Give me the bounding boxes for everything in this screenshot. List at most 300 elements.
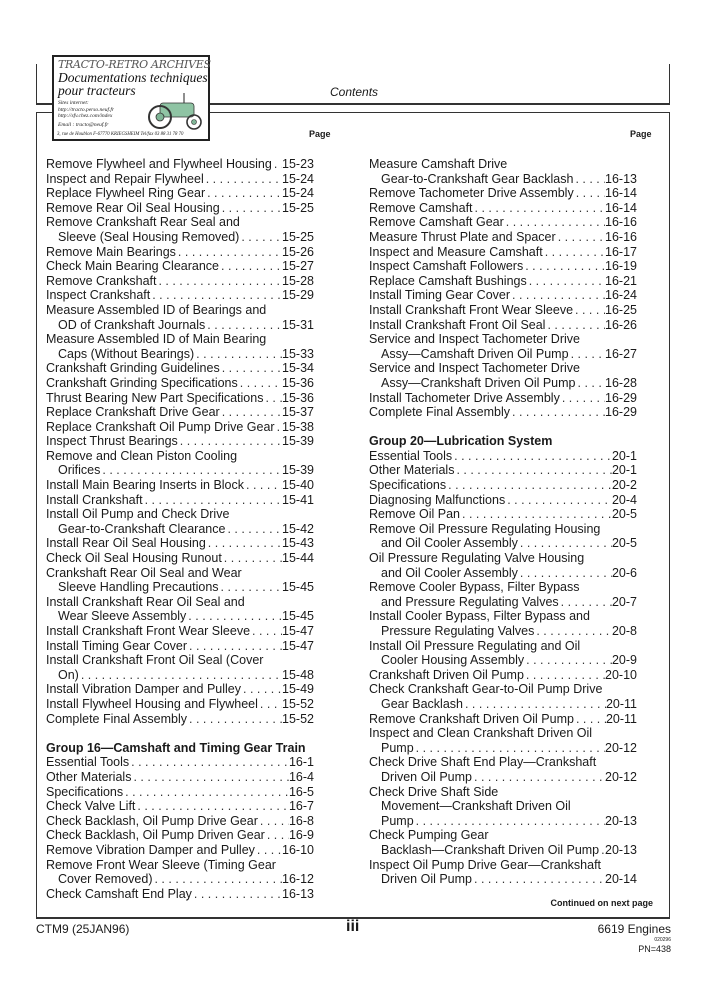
toc-entry-title: Install Crankshaft (46, 492, 143, 507)
toc-entry[interactable] (46, 172, 314, 187)
toc-entry[interactable] (369, 361, 637, 390)
dot-leader (505, 493, 612, 508)
toc-entry-title: and Oil Cooler Assembly (381, 536, 518, 551)
toc-entry[interactable] (369, 726, 637, 755)
toc-entry-title: Gear-to-Crankshaft Gear Backlash (381, 171, 574, 186)
toc-entry-title-line: Measure Assembled ID of Main Bearing (46, 332, 267, 347)
toc-entry[interactable] (46, 843, 314, 858)
dot-leader (446, 478, 612, 493)
dot-leader (556, 230, 605, 245)
toc-entry[interactable] (369, 288, 637, 303)
header-box-right-line (669, 64, 670, 104)
toc-entry[interactable] (46, 332, 314, 361)
toc-entry-title: Remove Crankshaft Driven Oil Pump (369, 711, 574, 726)
toc-entry-title: Install Tachometer Drive Assembly (369, 390, 560, 405)
toc-entry-page: 15-52 (282, 696, 314, 711)
toc-entry[interactable] (46, 653, 314, 682)
toc-entry[interactable] (369, 522, 637, 551)
toc-entry-title: Inspect and Measure Camshaft (369, 244, 543, 259)
dot-leader (574, 186, 605, 201)
toc-entry-page: 20-11 (605, 711, 637, 726)
toc-entry-title: Complete Final Assembly (369, 405, 511, 420)
dot-leader (258, 814, 289, 829)
toc-entry[interactable] (46, 799, 314, 814)
toc-entry[interactable] (46, 697, 314, 712)
toc-entry-title: Inspect Thrust Bearings (46, 434, 178, 449)
toc-entry[interactable] (369, 755, 637, 784)
toc-entry[interactable] (46, 755, 314, 770)
toc-entry-page: 20-1 (611, 448, 637, 463)
dot-leader (452, 449, 612, 464)
toc-entry[interactable] (369, 259, 637, 274)
toc-entry[interactable] (369, 580, 637, 609)
toc-entry-title: Pressure Regulating Valves (381, 624, 535, 638)
toc-entry-title: Install Main Bearing Inserts in Block (46, 478, 245, 493)
dot-leader (186, 609, 282, 624)
toc-entry[interactable] (369, 245, 637, 260)
toc-entry-title-line: Measure Assembled ID of Bearings and (46, 302, 267, 317)
toc-entry-title-line: Measure Camshaft Drive (369, 157, 508, 171)
toc-entry-title: Other Materials (46, 769, 132, 784)
dot-leader (504, 215, 605, 230)
dot-leader (204, 172, 282, 187)
toc-entry-title: Sleeve (Seal Housing Removed) (58, 229, 240, 244)
toc-entry-page: 16-29 (605, 405, 637, 420)
toc-entry-page: 15-52 (282, 711, 314, 726)
dot-leader (510, 288, 605, 303)
toc-entry-title: Essential Tools (369, 448, 453, 463)
toc-entry-title-line: Remove Cooler Bypass, Filter Bypass (369, 580, 580, 595)
toc-entry-page: 16-29 (605, 390, 637, 405)
toc-entry[interactable] (46, 259, 314, 274)
footer-doc-id: CTM9 (25JAN96) (36, 922, 130, 936)
toc-entry[interactable] (369, 332, 637, 361)
toc-entry-title: Caps (Without Bearings) (58, 346, 195, 361)
toc-entry-page: 20-12 (605, 769, 637, 784)
toc-entry-title: Remove Rear Oil Seal Housing (46, 200, 220, 215)
dot-leader (135, 799, 289, 814)
page-column-label-left: Page (309, 129, 331, 139)
toc-entry[interactable] (46, 376, 314, 391)
toc-entry-title-line: Remove Crankshaft Rear Seal and (46, 215, 240, 230)
toc-entry-title: Remove Main Bearings (46, 244, 176, 259)
toc-entry-page: 20-10 (605, 667, 637, 682)
toc-entry[interactable] (46, 186, 314, 201)
toc-entry-title: Cover Removed) (58, 872, 153, 887)
toc-entry[interactable] (46, 493, 314, 508)
toc-entry[interactable] (46, 420, 314, 435)
dot-leader (129, 755, 289, 770)
toc-entry[interactable] (369, 858, 637, 887)
dot-leader (220, 361, 282, 376)
tractor-icon (144, 91, 204, 131)
toc-entry[interactable] (369, 712, 637, 727)
footer-pn: PN=438 (638, 944, 671, 954)
toc-entry-title: Install Crankshaft Front Wear Sleeve (46, 624, 251, 638)
toc-entry-page: 15-36 (282, 375, 314, 390)
dot-leader (250, 624, 282, 639)
toc-entry-page: 16-28 (605, 375, 637, 390)
dot-leader (527, 274, 605, 289)
toc-entry-title: Wear Sleeve Assembly (58, 609, 187, 624)
dot-leader (574, 712, 606, 727)
toc-entry-page: 16-8 (288, 813, 314, 828)
dot-leader (241, 682, 282, 697)
toc-entry[interactable] (46, 157, 314, 172)
toc-entry[interactable] (369, 449, 637, 464)
toc-entry-page: 16-13 (605, 171, 637, 186)
toc-entry-title: Inspect Crankshaft (46, 288, 151, 303)
toc-entry[interactable] (369, 215, 637, 230)
toc-entry-page: 20-6 (611, 565, 637, 580)
toc-entry-page: 20-7 (611, 594, 637, 609)
toc-entry-title-line: Install Cooler Bypass, Filter Bypass and (369, 609, 590, 624)
toc-entry-page: 16-1 (288, 755, 314, 770)
toc-entry-title: Specifications (369, 478, 447, 493)
toc-entry[interactable] (46, 507, 314, 536)
toc-entry[interactable] (369, 507, 637, 522)
toc-entry[interactable] (46, 215, 314, 244)
toc-entry-page: 20-5 (611, 536, 637, 551)
toc-entry-page: 16-4 (288, 769, 314, 784)
toc-entry[interactable] (46, 828, 314, 843)
dot-leader (79, 668, 282, 683)
toc-entry[interactable] (369, 639, 637, 668)
toc-entry-title-line: Oil Pressure Regulating Valve Housing (369, 551, 585, 566)
dot-leader (131, 770, 289, 785)
toc-entry[interactable] (369, 186, 637, 201)
toc-entry[interactable] (369, 785, 637, 829)
toc-entry-title-line: Service and Inspect Tachometer Drive (369, 332, 580, 347)
toc-entry-title: Specifications (46, 784, 124, 799)
dot-leader (220, 405, 282, 420)
toc-entry-title: Remove Flywheel and Flywheel Housing (46, 157, 272, 171)
toc-entry-title: Assy—Crankshaft Driven Oil Pump (381, 375, 576, 390)
dot-leader (545, 318, 605, 333)
toc-entry[interactable] (369, 478, 637, 493)
logo-subtitle-2: pour tracteurs (58, 83, 136, 98)
toc-entry-page: 15-23 (282, 157, 314, 171)
toc-entry-page: 16-16 (605, 215, 637, 230)
dot-leader (454, 463, 612, 478)
content-box-right-line (669, 112, 670, 918)
dot-leader (205, 318, 282, 333)
logo-sites-label: Sites internet: (58, 100, 89, 106)
toc-entry-page: 16-19 (605, 259, 637, 274)
toc-entry[interactable] (369, 609, 637, 638)
toc-entry-title: Replace Camshaft Bushings (369, 273, 527, 288)
dot-leader (176, 245, 282, 260)
toc-entry-title-line: Install Oil Pressure Regulating and Oil (369, 638, 581, 653)
logo-site-2: http://sfv.chez.com/index (58, 113, 113, 119)
dot-leader (559, 595, 612, 610)
toc-entry-title: Gear-to-Crankshaft Clearance (58, 521, 226, 536)
logo-subtitle: Documentations techniques (58, 70, 208, 85)
toc-entry-page: 15-33 (282, 346, 314, 361)
toc-entry-page: 16-16 (605, 229, 637, 244)
toc-entry-title: Pump (381, 740, 414, 755)
toc-entry[interactable] (46, 639, 314, 654)
toc-entry[interactable] (46, 361, 314, 376)
toc-entry-page: 15-27 (282, 259, 314, 274)
toc-entry[interactable] (369, 318, 637, 333)
toc-entry-page: 15-24 (282, 171, 314, 186)
dot-leader (543, 245, 605, 260)
toc-entry-page: 20-4 (611, 492, 637, 507)
dot-leader (573, 303, 605, 318)
toc-entry-page: 16-10 (282, 842, 314, 857)
dot-leader (573, 172, 605, 187)
toc-entry-page: 15-45 (282, 609, 314, 624)
toc-entry-title: Backlash—Crankshaft Driven Oil Pump (381, 842, 600, 857)
logo-title: TRACTO-RETRO ARCHIVES (58, 58, 211, 71)
toc-entry-page: 15-38 (282, 419, 314, 434)
dot-leader (123, 785, 289, 800)
toc-entry-page: 20-11 (605, 696, 637, 711)
toc-entry-title-line: Install Crankshaft Rear Oil Seal and (46, 594, 245, 609)
toc-entry-title: Cooler Housing Assembly (381, 653, 525, 668)
toc-entry-title: Install Rear Oil Seal Housing (46, 536, 206, 551)
toc-entry-page: 16-7 (288, 799, 314, 814)
toc-entry[interactable] (46, 303, 314, 332)
toc-entry[interactable] (369, 463, 637, 478)
toc-entry[interactable] (46, 770, 314, 785)
dot-leader (255, 843, 282, 858)
toc-entry-title: Install Flywheel Housing and Flywheel (46, 696, 258, 711)
toc-entry-title: Crankshaft Grinding Specifications (46, 375, 238, 390)
toc-entry-title: Remove Crankshaft (46, 273, 157, 288)
toc-entry[interactable] (46, 551, 314, 566)
toc-entry-title: Replace Flywheel Ring Gear (46, 186, 206, 201)
dot-leader (205, 186, 282, 201)
toc-entry-title: Install Crankshaft Front Oil Seal (369, 317, 546, 332)
toc-entry-page: 16-17 (605, 244, 637, 259)
toc-entry-page: 20-9 (611, 653, 637, 668)
toc-entry[interactable] (46, 682, 314, 697)
toc-entry-page: 16-9 (288, 828, 314, 843)
continued-note: Continued on next page (550, 898, 653, 908)
toc-entry-title: Inspect Camshaft Followers (369, 259, 524, 274)
toc-entry-page: 15-49 (282, 682, 314, 697)
toc-entry[interactable] (369, 201, 637, 216)
toc-entry-page: 15-34 (282, 361, 314, 376)
toc-entry-title: Measure Thrust Plate and Spacer (369, 229, 556, 244)
toc-entry-title-line: Inspect Oil Pump Drive Gear—Crankshaft (369, 857, 602, 872)
toc-entry-page: 16-5 (288, 784, 314, 799)
toc-entry[interactable] (46, 405, 314, 420)
toc-entry[interactable] (369, 391, 637, 406)
content-box-left-line (36, 112, 37, 918)
dot-leader (187, 639, 282, 654)
toc-entry[interactable] (46, 478, 314, 493)
toc-entry-title-line: Service and Inspect Tachometer Drive (369, 361, 580, 376)
dot-leader (192, 887, 282, 902)
toc-entry[interactable] (369, 682, 637, 711)
toc-entry-page: 15-28 (282, 273, 314, 288)
dot-leader (460, 507, 612, 522)
toc-entry-title-line: Inspect and Clean Crankshaft Driven Oil (369, 726, 593, 741)
dot-leader (143, 493, 282, 508)
footer-page-number: iii (346, 918, 360, 935)
toc-entry-title-line: Install Oil Pump and Check Drive (46, 507, 230, 522)
toc-entry[interactable] (369, 828, 637, 857)
toc-entry-page: 15-37 (282, 405, 314, 420)
toc-entry-title-line: Remove Oil Pressure Regulating Housing (369, 521, 601, 536)
dot-leader (524, 653, 612, 668)
toc-entry[interactable] (46, 434, 314, 449)
header-box-left-top-line (36, 64, 37, 104)
dot-leader (472, 770, 605, 785)
toc-entry[interactable] (369, 668, 637, 683)
toc-entry-page: 16-13 (282, 886, 314, 901)
toc-entry-title: Sleeve Handling Precautions (58, 580, 219, 595)
toc-entry[interactable] (369, 405, 637, 420)
toc-entry[interactable] (46, 288, 314, 303)
dot-leader (156, 274, 282, 289)
toc-entry-page: 15-36 (282, 390, 314, 405)
toc-entry-title: Driven Oil Pump (381, 769, 472, 784)
toc-left-column (46, 157, 314, 901)
toc-entry-title-line: Check Drive Shaft Side (369, 784, 499, 799)
toc-entry-title: Remove Vibration Damper and Pulley (46, 842, 255, 857)
toc-entry-title: Check Oil Seal Housing Runout (46, 551, 222, 566)
toc-entry-title-line: Movement—Crankshaft Driven Oil (381, 799, 571, 814)
dot-leader (275, 420, 282, 435)
toc-entry-page: 15-24 (282, 186, 314, 201)
toc-entry-page: 15-47 (282, 624, 314, 638)
toc-entry-title: Check Camshaft End Play (46, 886, 192, 901)
toc-entry-title: and Pressure Regulating Valves (381, 594, 559, 609)
toc-entry-title: Check Backlash, Oil Pump Driven Gear (46, 828, 265, 843)
toc-entry[interactable] (46, 887, 314, 902)
toc-entry-title: Install Vibration Damper and Pulley (46, 682, 242, 697)
toc-entry-title: Pump (381, 813, 414, 828)
toc-entry-page: 15-40 (282, 478, 314, 493)
toc-entry-title: Driven Oil Pump (381, 872, 472, 887)
toc-entry-page: 15-25 (282, 200, 314, 215)
toc-entry-page: 15-29 (282, 288, 314, 303)
toc-group-heading: Group 16—Camshaft and Timing Gear Train (46, 740, 306, 755)
toc-entry-title: Check Valve Lift (46, 799, 136, 814)
dot-leader (472, 872, 605, 887)
toc-entry-page: 15-26 (282, 244, 314, 259)
toc-entry-page: 16-25 (605, 302, 637, 317)
toc-entry-title-line: Check Drive Shaft End Play—Crankshaft (369, 755, 597, 770)
toc-entry-title-line: Remove Front Wear Sleeve (Timing Gear (46, 857, 276, 872)
toc-entry[interactable] (46, 566, 314, 595)
dot-leader (518, 566, 612, 581)
toc-entry-title: On) (58, 667, 79, 682)
toc-entry[interactable] (46, 201, 314, 216)
toc-entry[interactable] (46, 536, 314, 551)
toc-right-column (369, 157, 637, 887)
toc-entry-title: OD of Crankshaft Journals (58, 317, 206, 332)
dot-leader (414, 814, 605, 829)
dot-leader (473, 201, 606, 216)
toc-entry-page: 16-14 (605, 186, 637, 201)
toc-entry[interactable] (46, 595, 314, 624)
dot-leader (258, 697, 282, 712)
toc-entry-title: Replace Crankshaft Oil Pump Drive Gear (46, 419, 275, 434)
toc-entry[interactable] (369, 303, 637, 318)
toc-entry-title: Check Main Bearing Clearance (46, 259, 220, 274)
toc-entry-page: 16-12 (282, 872, 314, 887)
toc-entry[interactable] (369, 551, 637, 580)
dot-leader (244, 478, 282, 493)
toc-entry[interactable] (46, 858, 314, 887)
toc-entry-title-line: Check Pumping Gear (369, 828, 489, 843)
toc-entry-title: and Oil Cooler Assembly (381, 565, 518, 580)
page-title: Contents (330, 85, 379, 99)
dot-leader (569, 347, 605, 362)
toc-entry-title: Assy—Camshaft Driven Oil Pump (381, 346, 569, 361)
toc-entry-title-line: Remove and Clean Piston Cooling (46, 448, 238, 463)
toc-entry[interactable] (46, 245, 314, 260)
toc-entry-title: Inspect and Repair Flywheel (46, 171, 204, 186)
toc-entry[interactable] (369, 157, 637, 186)
dot-leader (510, 405, 605, 420)
toc-entry[interactable] (369, 274, 637, 289)
dot-leader (238, 376, 282, 391)
toc-entry-page: 15-41 (282, 492, 314, 507)
dot-leader (518, 536, 612, 551)
toc-entry-page: 20-13 (605, 842, 637, 857)
toc-entry-page: 16-21 (605, 273, 637, 288)
toc-entry-page: 15-31 (282, 317, 314, 332)
dot-leader (187, 712, 282, 727)
toc-entry-title: Gear Backlash (381, 696, 463, 711)
toc-entry-title: Remove Camshaft Gear (369, 215, 504, 230)
toc-group-heading: Group 20—Lubrication System (369, 434, 553, 449)
toc-entry-page: 15-48 (282, 667, 314, 682)
toc-entry[interactable] (46, 274, 314, 289)
toc-entry[interactable] (369, 493, 637, 508)
dot-leader (414, 741, 605, 756)
toc-entry[interactable] (46, 624, 314, 639)
toc-entry-title: Other Materials (369, 463, 455, 478)
dot-leader (206, 536, 282, 551)
toc-entry-title: Check Backlash, Oil Pump Drive Gear (46, 813, 258, 828)
toc-entry-page: 16-14 (605, 200, 637, 215)
toc-entry-page: 15-47 (282, 638, 314, 653)
toc-entry[interactable] (46, 712, 314, 727)
toc-entry[interactable] (369, 230, 637, 245)
toc-entry-title: Essential Tools (46, 755, 130, 770)
toc-entry-title-line: Install Crankshaft Front Oil Seal (Cover (46, 653, 264, 668)
toc-entry[interactable] (46, 391, 314, 406)
dot-leader (222, 551, 282, 566)
toc-entry-title: Remove Oil Pan (369, 507, 461, 522)
dot-leader (534, 624, 612, 639)
dot-leader (239, 230, 282, 245)
dot-leader (194, 347, 282, 362)
page-column-label-right: Page (630, 129, 652, 139)
dot-leader (150, 288, 282, 303)
dot-leader (178, 434, 282, 449)
toc-entry-page: 20-8 (611, 624, 637, 638)
toc-entry-page: 20-13 (605, 813, 637, 828)
toc-entry[interactable] (46, 785, 314, 800)
dot-leader (220, 201, 282, 216)
toc-entry-title: Thrust Bearing New Part Specifications (46, 390, 264, 405)
footer-manual-title: 6619 Engines (597, 922, 671, 936)
dot-leader (263, 391, 282, 406)
tracto-retro-logo (52, 55, 210, 141)
footer-code: 020296 (654, 937, 671, 943)
dot-leader (576, 376, 606, 391)
toc-entry[interactable] (46, 449, 314, 478)
toc-entry[interactable] (46, 814, 314, 829)
